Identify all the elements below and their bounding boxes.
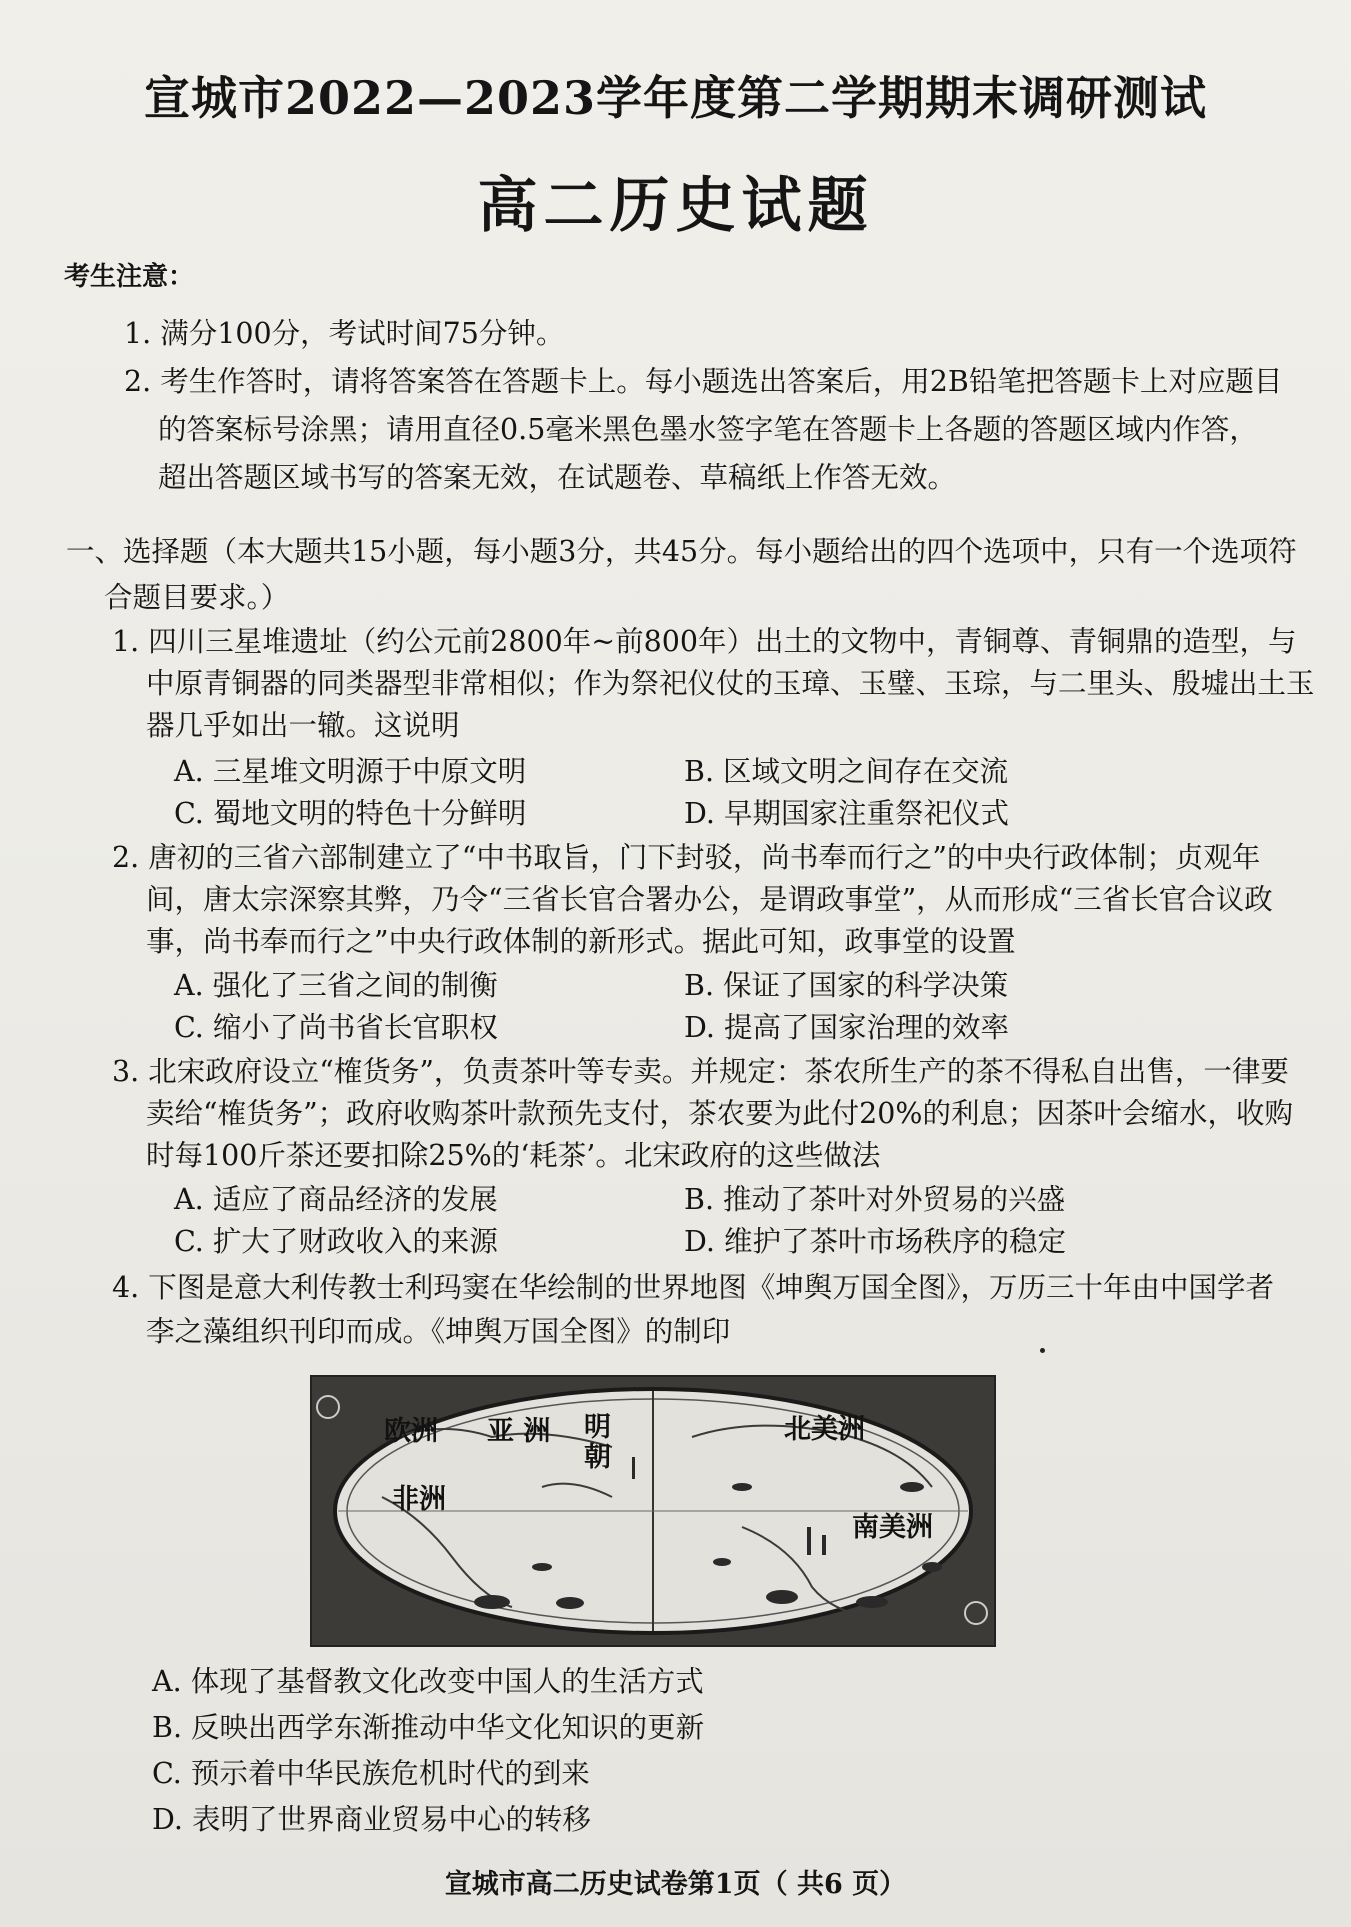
question-3-option-c: C. 扩大了财政收入的来源 (174, 1225, 498, 1258)
question-4-option-a: A. 体现了基督教文化改变中国人的生活方式 (152, 1665, 704, 1698)
map-label-north-america: 北美洲 (784, 1414, 865, 1445)
map-label-europe: 欧洲 (384, 1416, 438, 1447)
question-4-option-b: B. 反映出西学东渐推动中华文化知识的更新 (152, 1711, 705, 1744)
question-1-option-b: B. 区域文明之间存在交流 (684, 755, 1009, 788)
question-4-option-d: D. 表明了世界商业贸易中心的转移 (152, 1803, 591, 1836)
question-2-option-d: D. 提高了国家治理的效率 (684, 1011, 1009, 1044)
question-1-text: 器几乎如出一辙。这说明 (146, 709, 460, 742)
notice-item: 的答案标号涂黑；请用直径0.5毫米黑色墨水签字笔在答题卡上各题的答题区域内作答， (158, 413, 1258, 446)
world-map-figure (310, 1375, 996, 1647)
question-2-text: 2. 唐初的三省六部制建立了“中书取旨，门下封驳，尚书奉而行之”的中央行政体制；贞观年 (112, 841, 1261, 874)
question-1-text: 1. 四川三星堆遗址（约公元前2800年~前800年）出土的文物中，青铜尊、青铜鼎的造型，与 (112, 625, 1297, 658)
section-heading: 合题目要求。） (104, 581, 290, 614)
question-2-option-c: C. 缩小了尚书省长官职权 (174, 1011, 498, 1044)
question-2-option-a: A. 强化了三省之间的制衡 (174, 969, 498, 1002)
exam-subtitle: 高二历史试题 (477, 171, 874, 241)
notice-item: 2. 考生作答时，请将答案答在答题卡上。每小题选出答案后，用2B铅笔把答题卡上对应题目 (124, 365, 1283, 398)
map-label-asia: 亚 洲 (487, 1416, 551, 1447)
map-label-africa: 非洲 (392, 1484, 446, 1515)
map-label-dynasty: 朝 (584, 1442, 611, 1473)
question-1-option-a: A. 三星堆文明源于中原文明 (174, 755, 527, 788)
exam-title: 宣城市2022—2023学年度第二学期期末调研测试 (143, 71, 1208, 125)
question-3-text: 3. 北宋政府设立“榷货务”，负责茶叶等专卖。并规定：茶农所生产的茶不得私自出售，一律要 (112, 1055, 1289, 1088)
question-1-text: 中原青铜器的同类器型非常相似；作为祭祀仪仗的玉璋、玉璧、玉琮，与二里头、殷墟出土玉 (146, 667, 1315, 700)
stray-dot (1040, 1348, 1045, 1353)
notice-item: 超出答题区域书写的答案无效，在试题卷、草稿纸上作答无效。 (158, 461, 957, 494)
page-footer: 宣城市高二历史试卷第1页（ 共6 页） (444, 1869, 907, 1900)
question-3-text: 时每100斤茶还要扣除25%的‘耗茶’。北宋政府的这些做法 (146, 1139, 881, 1172)
question-2-option-b: B. 保证了国家的科学决策 (684, 969, 1009, 1002)
notice-heading: 考生注意： (64, 262, 195, 292)
question-4-text: 李之藻组织刊印而成。《坤舆万国全图》的制印 (146, 1315, 731, 1348)
map-label-south-america: 南美洲 (852, 1512, 933, 1543)
question-4-option-c: C. 预示着中华民族危机时代的到来 (152, 1757, 590, 1790)
question-1-option-c: C. 蜀地文明的特色十分鲜明 (174, 797, 527, 830)
question-2-text: 间，唐太宗深察其弊，乃令“三省长官合署办公，是谓政事堂”，从而形成“三省长官合议政 (146, 883, 1273, 916)
question-1-option-d: D. 早期国家注重祭祀仪式 (684, 797, 1009, 830)
question-2-text: 事，尚书奉而行之”中央行政体制的新形式。据此可知，政事堂的设置 (146, 925, 1016, 958)
section-heading: 一、选择题（本大题共15小题，每小题3分，共45分。每小题给出的四个选项中，只有一个选项符 (66, 535, 1297, 568)
question-3-text: 卖给“榷货务”；政府收购茶叶款预先支付，茶农要为此付20%的利息；因茶叶会缩水，收购 (146, 1097, 1293, 1130)
question-3-option-a: A. 适应了商品经济的发展 (174, 1183, 498, 1216)
map-label-ming: 明 (584, 1412, 611, 1443)
question-3-option-b: B. 推动了茶叶对外贸易的兴盛 (684, 1183, 1066, 1216)
notice-item: 1. 满分100分，考试时间75分钟。 (124, 317, 565, 350)
question-4-text: 4. 下图是意大利传教士利玛窦在华绘制的世界地图《坤舆万国全图》，万历三十年由中国学者 (112, 1271, 1275, 1304)
question-3-option-d: D. 维护了茶叶市场秩序的稳定 (684, 1225, 1066, 1258)
